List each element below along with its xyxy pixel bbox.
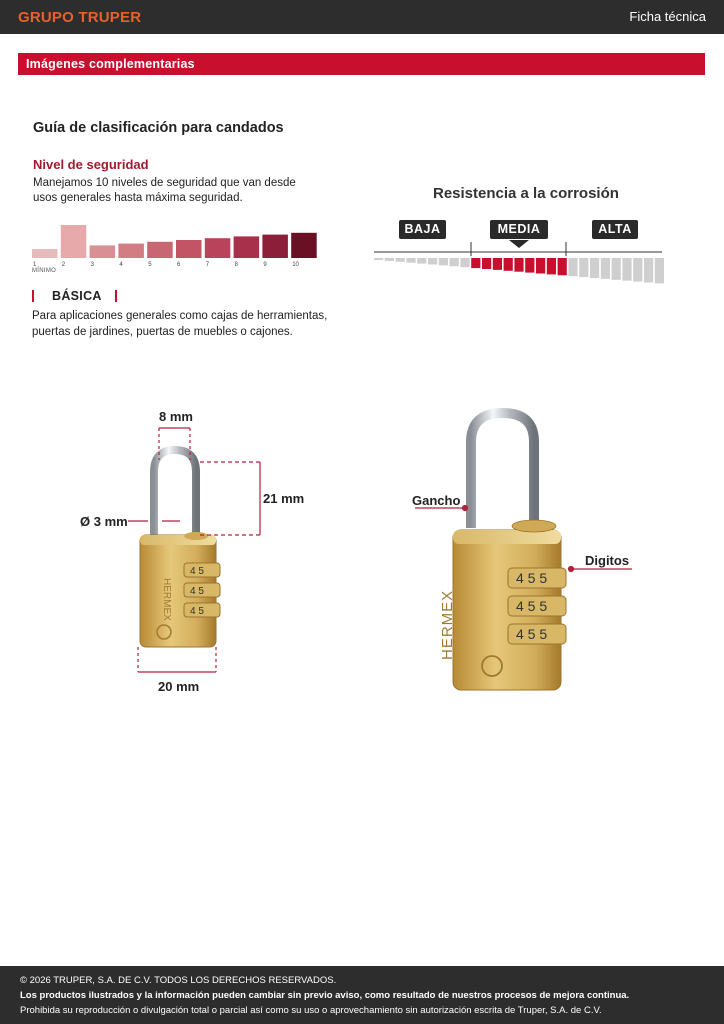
corrosion-title: Resistencia a la corrosión — [433, 185, 619, 202]
corrosion-segment-12 — [493, 258, 502, 270]
dimension-shackle-diameter: Ø 3 mm — [80, 514, 128, 529]
security-level-name: BÁSICA — [52, 289, 102, 303]
corrosion-segment-25 — [633, 258, 642, 282]
corrosion-segment-19 — [568, 258, 577, 276]
corrosion-segment-5 — [417, 258, 426, 264]
padlock-small — [128, 428, 260, 672]
corrosion-label-low: BAJA — [399, 220, 446, 239]
corrosion-segment-2 — [385, 258, 394, 261]
corrosion-segment-27 — [655, 258, 664, 283]
footer-legal: Prohibida su reproducción o divulgación total o parcial así como su uso o aprovechamiento sin autorización escrita de Truper, S.A. de C.V. — [20, 1005, 602, 1016]
lock-brand-small: HERMEX — [161, 578, 172, 621]
corrosion-segment-14 — [514, 258, 523, 272]
security-level-scale — [32, 220, 320, 270]
corrosion-segment-7 — [439, 258, 448, 265]
security-level-bar-10 — [291, 233, 317, 258]
section-title: Imágenes complementarias — [26, 57, 195, 71]
corrosion-scale — [374, 212, 664, 287]
security-level-name-description: Para aplicaciones generales como cajas de herramientas, puertas de jardines, puertas de muebles o cajones. — [32, 310, 328, 338]
doc-type-label: Ficha técnica — [629, 9, 706, 24]
security-level-bar-1 — [32, 249, 58, 258]
callout-digits: Digitos — [585, 553, 630, 568]
security-level-title: Nivel de seguridad — [33, 157, 149, 172]
corrosion-segment-4 — [406, 258, 415, 263]
corrosion-segment-10 — [471, 258, 480, 268]
digit-wheels-large — [508, 568, 566, 644]
corrosion-segment-6 — [428, 258, 437, 265]
corrosion-label-high: ALTA — [592, 220, 638, 239]
level-name-marker-left — [32, 290, 34, 302]
corrosion-label-medium: MEDIA — [490, 220, 548, 239]
top-bar — [0, 0, 724, 34]
security-level-tick-2: 2 — [61, 262, 66, 268]
security-level-bar-7 — [205, 238, 231, 258]
corrosion-segment-22 — [601, 258, 610, 279]
footer-copyright: © 2026 TRUPER, S.A. DE C.V. TODOS LOS DERECHOS RESERVADOS. — [20, 975, 337, 986]
security-level-description: Manejamos 10 niveles de seguridad que van desde usos generales hasta máxima seguridad. — [33, 177, 296, 204]
svg-text:4 5 5: 4 5 5 — [516, 570, 548, 586]
level-name-marker-right — [115, 290, 117, 302]
security-level-tick-10: 10 — [292, 262, 299, 268]
guide-title: Guía de clasificación para candados — [33, 120, 284, 136]
section-header — [18, 53, 705, 75]
corrosion-segment-3 — [396, 258, 405, 262]
digit-wheels-small — [184, 563, 220, 617]
security-level-bar-5 — [147, 242, 173, 258]
security-level-tick-1: 1 — [33, 262, 37, 268]
svg-text:4 5 5: 4 5 5 — [516, 626, 548, 642]
security-level-tick-6: 6 — [177, 262, 181, 268]
dimension-shackle-width: 8 mm — [159, 409, 193, 424]
security-level-tick-4: 4 — [119, 262, 123, 268]
security-level-bar-3 — [90, 245, 116, 258]
corrosion-segment-24 — [622, 258, 631, 281]
security-level-tick-9: 9 — [263, 262, 267, 268]
security-level-bar-4 — [118, 244, 143, 258]
corrosion-segment-11 — [482, 258, 491, 269]
security-level-tick-3: 3 — [90, 262, 94, 268]
corrosion-segment-23 — [612, 258, 621, 280]
corrosion-segment-9 — [460, 258, 469, 267]
corrosion-segment-15 — [525, 258, 534, 273]
corrosion-segment-20 — [579, 258, 588, 277]
dimension-shackle-clearance: 21 mm — [263, 491, 305, 506]
corrosion-segment-16 — [536, 258, 545, 274]
svg-text:4 5: 4 5 — [190, 606, 204, 617]
lock-brand-large: HERMEX — [439, 589, 456, 660]
dimension-body-width: 20 mm — [158, 679, 200, 694]
security-level-bar-8 — [234, 236, 260, 258]
security-level-tick-7: 7 — [205, 262, 210, 268]
corrosion-segment-26 — [644, 258, 653, 283]
min-level-label: MÍNIMO — [32, 268, 57, 274]
padlock-large — [415, 413, 632, 690]
security-level-bar-2 — [61, 225, 87, 258]
svg-text:4 5 5: 4 5 5 — [516, 598, 548, 614]
security-level-tick-5: 5 — [148, 262, 152, 268]
footer-notice: Los productos ilustrados y la información pueden cambiar sin previo aviso, como resultado de nuestros procesos de mejora continua. — [20, 990, 630, 1001]
corrosion-segment-18 — [558, 258, 567, 275]
corrosion-selected-marker — [509, 240, 529, 248]
callout-shackle: Gancho — [412, 493, 461, 508]
security-level-bar-9 — [262, 235, 288, 258]
svg-text:4 5: 4 5 — [190, 566, 204, 577]
corrosion-segment-21 — [590, 258, 599, 278]
security-level-tick-8: 8 — [234, 262, 238, 268]
corrosion-segment-1 — [374, 258, 383, 260]
svg-text:4 5: 4 5 — [190, 586, 204, 597]
brand-logo: GRUPO TRUPER — [18, 9, 142, 26]
corrosion-segment-8 — [450, 258, 459, 266]
corrosion-segment-17 — [547, 258, 556, 274]
footer — [0, 966, 724, 1024]
corrosion-segment-13 — [504, 258, 513, 271]
security-level-bar-6 — [176, 240, 202, 258]
